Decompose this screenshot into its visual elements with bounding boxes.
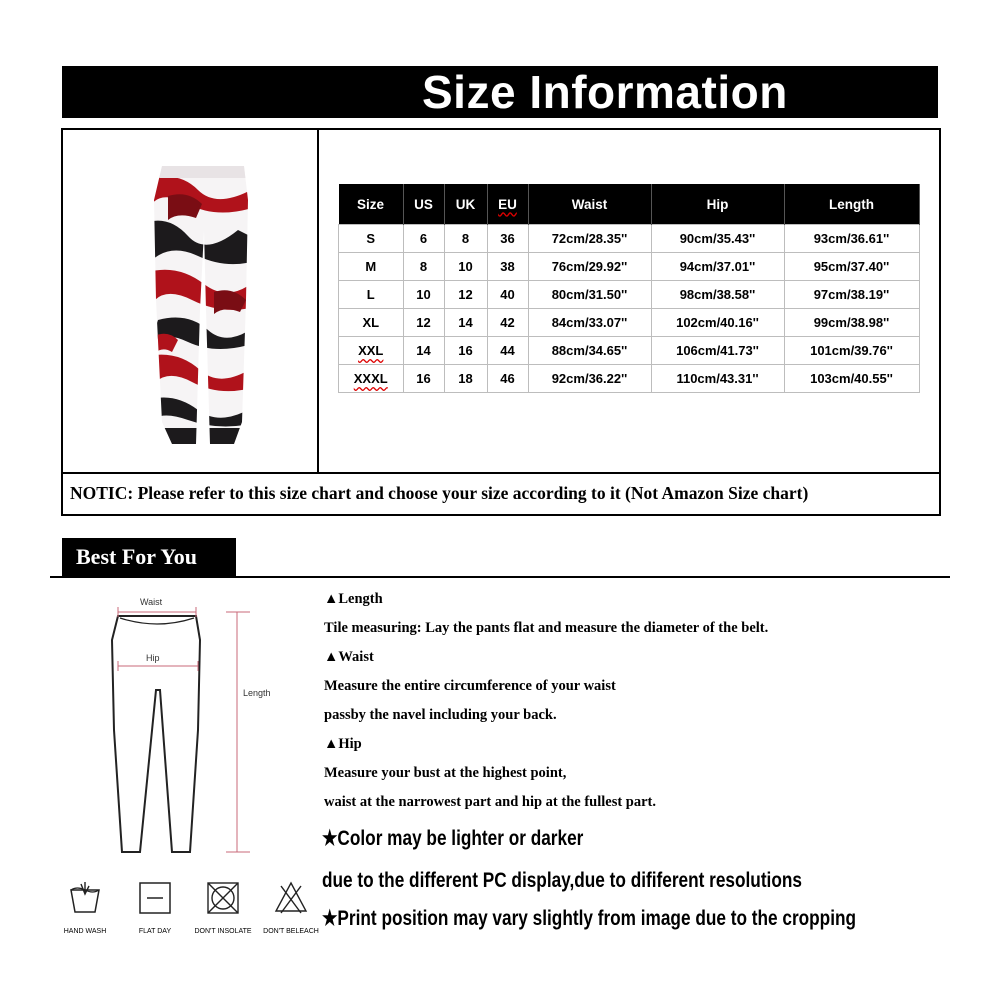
size-table — [338, 184, 920, 393]
cell-size: XXL — [339, 337, 404, 365]
cell-length: 99cm/38.98'' — [784, 309, 919, 337]
section-rule — [50, 576, 950, 578]
cell-us: 16 — [403, 365, 444, 393]
cell-us: 10 — [403, 281, 444, 309]
col-header-eu: EU — [487, 184, 528, 225]
cell-waist: 76cm/29.92'' — [528, 253, 651, 281]
length-text: Tile measuring: Lay the pants flat and measure the diameter of the belt. — [324, 620, 769, 636]
col-header-us: US — [403, 184, 444, 225]
frame-divider-vertical — [317, 129, 319, 473]
frame-divider-horizontal — [62, 472, 939, 474]
cell-waist: 92cm/36.22'' — [528, 365, 651, 393]
length-heading: ▲Length — [324, 591, 383, 607]
care-no-tumble — [190, 880, 256, 944]
table-row — [339, 365, 920, 393]
cell-length: 95cm/37.40'' — [784, 253, 919, 281]
waist-label: Waist — [140, 597, 163, 607]
cell-hip: 90cm/35.43'' — [651, 225, 784, 253]
size-table-header-row — [339, 184, 920, 225]
product-image-camo-pants — [148, 160, 258, 450]
flat-dry-icon — [137, 880, 173, 914]
table-row — [339, 337, 920, 365]
cell-size: S — [339, 225, 404, 253]
cell-eu: 46 — [487, 365, 528, 393]
hip-text-line-2: waist at the narrowest part and hip at the fullest part. — [324, 794, 657, 810]
length-label: Length — [243, 688, 271, 698]
cell-length: 93cm/36.61'' — [784, 225, 919, 253]
table-row — [339, 253, 920, 281]
cell-length: 103cm/40.55'' — [784, 365, 919, 393]
col-header-length: Length — [784, 184, 919, 225]
page-title: Size Information — [422, 66, 788, 118]
cell-waist: 84cm/33.07'' — [528, 309, 651, 337]
cell-waist: 72cm/28.35'' — [528, 225, 651, 253]
cell-eu: 44 — [487, 337, 528, 365]
hip-heading: ▲Hip — [324, 736, 362, 752]
waist-heading: ▲Waist — [324, 649, 374, 665]
cell-uk: 8 — [444, 225, 487, 253]
cell-waist: 88cm/34.65'' — [528, 337, 651, 365]
cell-uk: 16 — [444, 337, 487, 365]
cell-hip: 106cm/41.73'' — [651, 337, 784, 365]
care-hand-wash — [52, 880, 118, 944]
cell-us: 14 — [403, 337, 444, 365]
color-note-line-1: ★Color may be lighter or darker — [322, 827, 584, 850]
table-row — [339, 309, 920, 337]
best-for-you-title: Best For You — [76, 544, 197, 569]
col-header-hip: Hip — [651, 184, 784, 225]
no-bleach-icon — [273, 880, 309, 914]
care-label: HAND WASH — [63, 928, 107, 935]
measurement-diagram — [60, 590, 300, 860]
table-row — [339, 281, 920, 309]
cell-eu: 42 — [487, 309, 528, 337]
hip-text-line-1: Measure your bust at the highest point, — [324, 765, 567, 781]
cell-uk: 18 — [444, 365, 487, 393]
cell-hip: 94cm/37.01'' — [651, 253, 784, 281]
color-note-line-2: due to the different PC display,due to dififerent resolutions — [322, 869, 802, 892]
pants-outline-icon — [112, 616, 200, 852]
cell-length: 101cm/39.76'' — [784, 337, 919, 365]
cell-eu: 40 — [487, 281, 528, 309]
cell-hip: 110cm/43.31'' — [651, 365, 784, 393]
care-label: DON'T BELEACH — [263, 928, 319, 935]
no-tumble-icon — [205, 880, 241, 914]
cell-us: 12 — [403, 309, 444, 337]
col-header-uk: UK — [444, 184, 487, 225]
cell-size: XXXL — [339, 365, 404, 393]
cell-hip: 98cm/38.58'' — [651, 281, 784, 309]
col-header-waist: Waist — [528, 184, 651, 225]
cell-uk: 10 — [444, 253, 487, 281]
cell-uk: 12 — [444, 281, 487, 309]
hand-wash-icon — [67, 880, 103, 914]
cell-eu: 36 — [487, 225, 528, 253]
hip-label: Hip — [146, 653, 160, 663]
waist-text-line-1: Measure the entire circumference of your waist — [324, 678, 616, 694]
care-flat-dry — [122, 880, 188, 944]
cell-us: 6 — [403, 225, 444, 253]
care-label: DON'T INSOLATE — [194, 928, 252, 935]
cell-waist: 80cm/31.50'' — [528, 281, 651, 309]
size-chart-notice: NOTIC: Please refer to this size chart and choose your size according to it (Not Amazon Size chart) — [70, 483, 809, 503]
col-header-size: Size — [339, 184, 404, 225]
cell-size: XL — [339, 309, 404, 337]
cell-size: M — [339, 253, 404, 281]
waist-text-line-2: passby the navel including your back. — [324, 707, 557, 723]
cell-eu: 38 — [487, 253, 528, 281]
care-no-bleach — [258, 880, 324, 944]
print-note: ★Print position may vary slightly from image due to the cropping — [322, 907, 857, 930]
cell-length: 97cm/38.19'' — [784, 281, 919, 309]
table-row — [339, 225, 920, 253]
cell-uk: 14 — [444, 309, 487, 337]
care-label: FLAT DAY — [138, 928, 172, 935]
cell-us: 8 — [403, 253, 444, 281]
cell-hip: 102cm/40.16'' — [651, 309, 784, 337]
cell-size: L — [339, 281, 404, 309]
